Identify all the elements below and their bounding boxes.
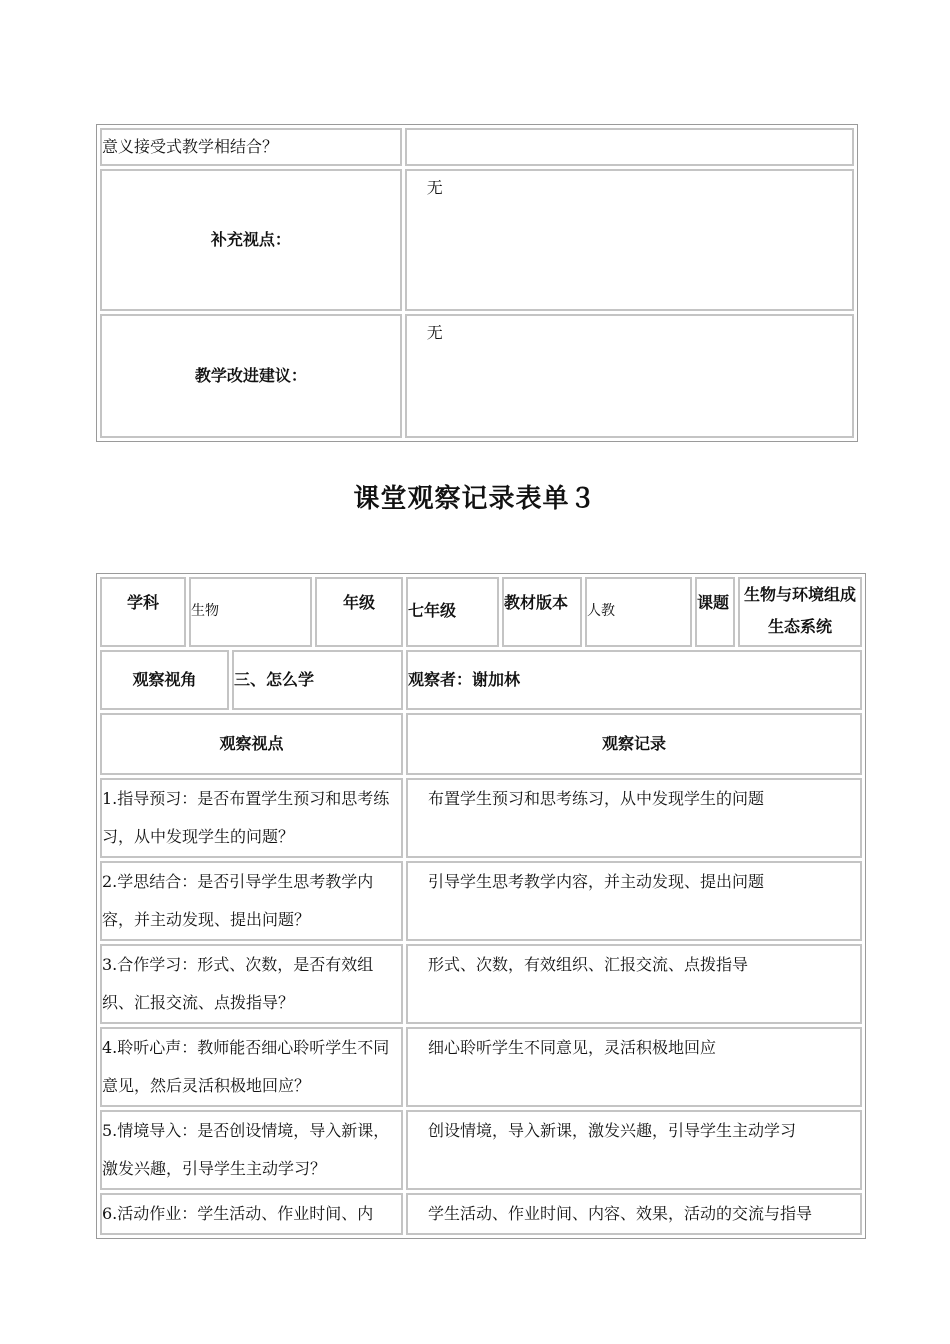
topic-label-cell (695, 577, 735, 647)
grade-value: 七年级 (408, 601, 457, 620)
observation-row (100, 1193, 862, 1235)
observer-text: 观察者：谢加林 (408, 670, 521, 689)
observation-point: 4.聆听心声：教师能否细心聆听学生不同意见，然后灵活积极地回应？ (100, 1027, 403, 1107)
points-header: 观察视点 (219, 734, 284, 753)
observation-point: 3.合作学习：形式、次数，是否有效组织、汇报交流、点拨指导？ (100, 944, 403, 1024)
observation-record: 布置学生预习和思考练习，从中发现学生的问题 (406, 778, 862, 858)
supplement-label: 补充视点： (210, 230, 291, 249)
observation-point: 5.情境导入：是否创设情境，导入新课，激发兴趣，引导学生主动学习？ (100, 1110, 403, 1190)
grade-value-cell (406, 577, 499, 647)
perspective-value: 三、怎么学 (234, 670, 315, 689)
subject-label: 学科 (126, 593, 159, 612)
observation-point: 6.活动作业：学生活动、作业时间、内 (100, 1193, 403, 1235)
topic-value-cell (738, 577, 862, 647)
continuation-text: 意义接受式教学相结合？ (102, 137, 279, 156)
continuation-empty-cell (405, 128, 854, 166)
edition-value-cell (585, 577, 692, 647)
observer-cell (406, 650, 862, 710)
records-header: 观察记录 (601, 734, 666, 753)
edition-label: 教材版本 (504, 593, 569, 612)
subject-label-cell (100, 577, 186, 647)
observation-row (100, 861, 862, 941)
grade-label-cell (315, 577, 403, 647)
observation-record: 创设情境，导入新课，激发兴趣，引导学生主动学习 (406, 1110, 862, 1190)
perspective-label: 观察视角 (132, 670, 197, 689)
records-header-cell (406, 713, 862, 775)
observation-record: 细心聆听学生不同意见，灵活积极地回应 (406, 1027, 862, 1107)
observation-row (100, 1110, 862, 1190)
supplement-value-cell (405, 169, 854, 311)
topic-label: 课题 (697, 593, 730, 612)
improvement-label: 教学改进建议： (194, 366, 307, 385)
improvement-value-cell (405, 314, 854, 438)
points-header-cell (100, 713, 403, 775)
perspective-label-cell (100, 650, 229, 710)
observation-point: 2.学思结合：是否引导学生思考教学内容，并主动发现、提出问题？ (100, 861, 403, 941)
improvement-label-cell (100, 314, 402, 438)
supplement-value: 无 (426, 178, 443, 197)
observation-record: 引导学生思考教学内容，并主动发现、提出问题 (406, 861, 862, 941)
subject-value: 生物 (191, 603, 219, 619)
observation-row (100, 944, 862, 1024)
improvement-value: 无 (426, 323, 443, 342)
observation-record: 学生活动、作业时间、内容、效果，活动的交流与指导 (406, 1193, 862, 1235)
topic-value: 生物与环境组成生态系统 (743, 585, 856, 636)
grade-label: 年级 (342, 593, 375, 612)
subject-value-cell (189, 577, 312, 647)
observation-form-table (96, 573, 866, 1239)
continuation-text-cell (100, 128, 402, 166)
observation-point: 1.指导预习：是否布置学生预习和思考练习，从中发现学生的问题？ (100, 778, 403, 858)
edition-value: 人教 (587, 603, 615, 619)
form-title: 课堂观察记录表单３ (353, 484, 597, 514)
supplement-label-cell (100, 169, 402, 311)
previous-form-table (96, 124, 858, 442)
observation-record: 形式、次数，有效组织、汇报交流、点拨指导 (406, 944, 862, 1024)
observation-row (100, 1027, 862, 1107)
observation-row (100, 778, 862, 858)
perspective-value-cell (232, 650, 403, 710)
edition-label-cell (502, 577, 582, 647)
